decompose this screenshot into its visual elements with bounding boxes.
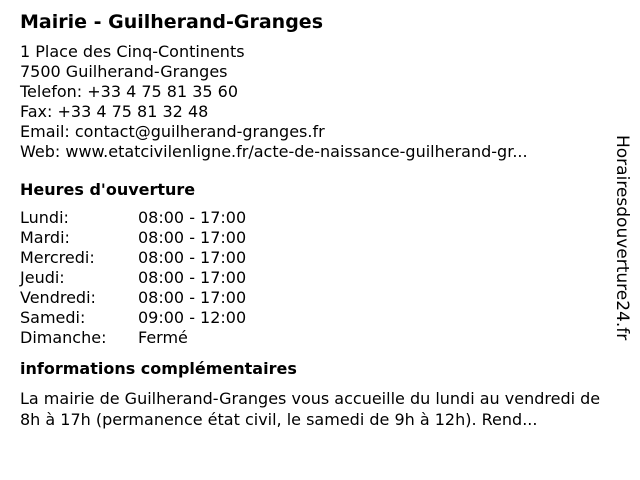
mairie-card <box>20 10 620 430</box>
hours-list <box>20 208 620 348</box>
phone-line: Telefon: +33 4 75 81 35 60 <box>20 82 239 101</box>
day-label: Lundi: <box>20 208 69 227</box>
day-label: Jeudi: <box>20 268 65 287</box>
hours-row <box>20 308 620 328</box>
hours-row <box>20 208 620 228</box>
fax-line: Fax: +33 4 75 81 32 48 <box>20 102 209 121</box>
day-label: Vendredi: <box>20 288 96 307</box>
hours-row <box>20 328 620 348</box>
day-label: Mardi: <box>20 228 70 247</box>
day-time: 09:00 - 12:00 <box>138 308 247 327</box>
day-time: 08:00 - 17:00 <box>138 268 247 287</box>
day-label: Samedi: <box>20 308 86 327</box>
day-time: 08:00 - 17:00 <box>138 208 247 227</box>
day-time: 08:00 - 17:00 <box>138 288 247 307</box>
hours-title: Heures d'ouverture <box>20 180 196 199</box>
day-label: Mercredi: <box>20 248 95 267</box>
info-title: informations complémentaires <box>20 359 297 378</box>
hours-row <box>20 268 620 288</box>
contact-block <box>20 42 620 162</box>
site-watermark: Horairesdouverture24.fr <box>612 135 632 341</box>
page-title: Mairie - Guilherand-Granges <box>20 11 323 33</box>
hours-row <box>20 288 620 308</box>
day-time: Fermé <box>138 328 188 347</box>
info-text: La mairie de Guilherand-Granges vous accueille du lundi au vendredi de 8h à 17h (permanence état civil, le samedi de 9h à 12h). Rend... <box>20 389 601 429</box>
address-line-2: 7500 Guilherand-Granges <box>20 62 228 81</box>
email-line: Email: contact@guilherand-granges.fr <box>20 122 325 141</box>
web-line: Web: www.etatcivilenligne.fr/acte-de-naissance-guilherand-gr... <box>20 142 528 161</box>
day-time: 08:00 - 17:00 <box>138 248 247 267</box>
day-label: Dimanche: <box>20 328 107 347</box>
day-time: 08:00 - 17:00 <box>138 228 247 247</box>
hours-row <box>20 248 620 268</box>
address-line-1: 1 Place des Cinq-Continents <box>20 42 245 61</box>
hours-row <box>20 228 620 248</box>
